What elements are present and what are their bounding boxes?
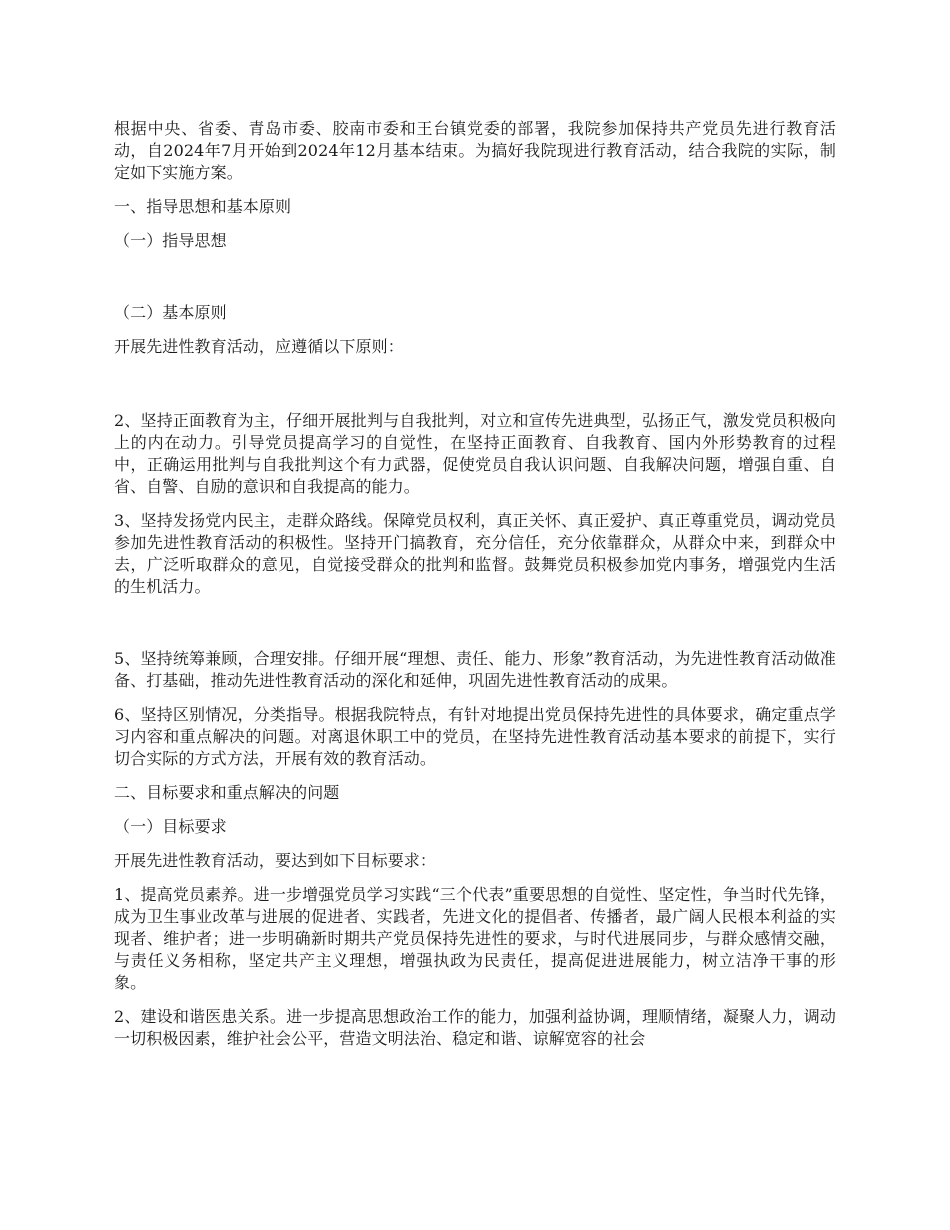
- subheading-basic-principles: （二）基本原则: [114, 303, 227, 322]
- goal-2-paragraph: 2、建设和谐医患关系。进一步提高思想政治工作的能力，加强利益协调，理顺情绪，凝聚人力，调动一切积极因素，维护社会公平，营造文明法治、稳定和谐、谅解宽容的社会: [114, 1007, 836, 1048]
- principle-3-paragraph: 3、坚持发扬党内民主，走群众路线。保障党员权利，真正关怀、真正爱护、真正尊重党员，调动党员参加先进性教育活动的积极性。坚持开门搞教育，充分信任，充分依靠群众，从群众中来，到群众中去，广泛听取群众的意见，自觉接受群众的批判和监督。鼓舞党员积极参加党内事务，增强党内生活的生机活力。: [114, 511, 836, 596]
- blank-space: [114, 264, 836, 302]
- principle-6-paragraph: 6、坚持区别情况，分类指导。根据我院特点，有针对地提出党员保持先进性的具体要求，确定重点学习内容和重点解决的问题。对离退休职工中的党员，在坚持先进性教育活动基本要求的前提下，实行切合实际的方式方法，开展有效的教育活动。: [114, 705, 836, 768]
- intro-paragraph: 根据中央、省委、青岛市委、胶南市委和王台镇党委的部署，我院参加保持共产党员先进行教育活动，自2024年7月开始到2024年12月基本结束。为搞好我院现进行教育活动，结合我院的实际，制定如下实施方案。: [114, 119, 836, 182]
- goals-intro-paragraph: 开展先进性教育活动，要达到如下目标要求：: [114, 851, 437, 870]
- principle-5-paragraph: 5、坚持统筹兼顾，合理安排。仔细开展“理想、责任、能力、形象”教育活动，为先进性教育活动做准备、打基础，推动先进性教育活动的深化和延伸，巩固先进性教育活动的成果。: [114, 649, 836, 690]
- goal-1-paragraph: 1、提高党员素养。进一步增强党员学习实践“三个代表”重要思想的自觉性、坚定性，争当时代先锋，成为卫生事业改革与进展的促进者、实践者，先进文化的提倡者、传播者，最广阔人民根本利益的实现者、维护者；进一步明确新时期共产党员保持先进性的要求，与时代进展同步，与群众感情交融，与责任义务相称，坚定共产主义理想，增强执政为民责任，提高促进进展能力，树立洁净干事的形象。: [114, 885, 836, 992]
- principles-intro-paragraph: 开展先进性教育活动，应遵循以下原则：: [114, 337, 404, 356]
- subheading-guiding-thought: （一）指导思想: [114, 231, 227, 250]
- section-heading-guiding-principles: 一、指导思想和基本原则: [114, 197, 292, 216]
- section-heading-goals: 二、目标要求和重点解决的问题: [114, 783, 340, 802]
- subheading-goal-requirements: （一）目标要求: [114, 817, 227, 836]
- blank-space: [114, 370, 836, 410]
- document-page: [114, 118, 836, 1062]
- principle-2-paragraph: 2、坚持正面教育为主，仔细开展批判与自我批判，对立和宣传先进典型，弘扬正气，激发党员积极向上的内在动力。引导党员提高学习的自觉性，在坚持正面教育、自我教育、国内外形势教育的过程中，正确运用批判与自我批判这个有力武器，促使党员自我认识问题、自我解决问题，增强自重、自省、自警、自励的意识和自我提高的能力。: [114, 411, 836, 496]
- blank-space: [114, 610, 836, 648]
